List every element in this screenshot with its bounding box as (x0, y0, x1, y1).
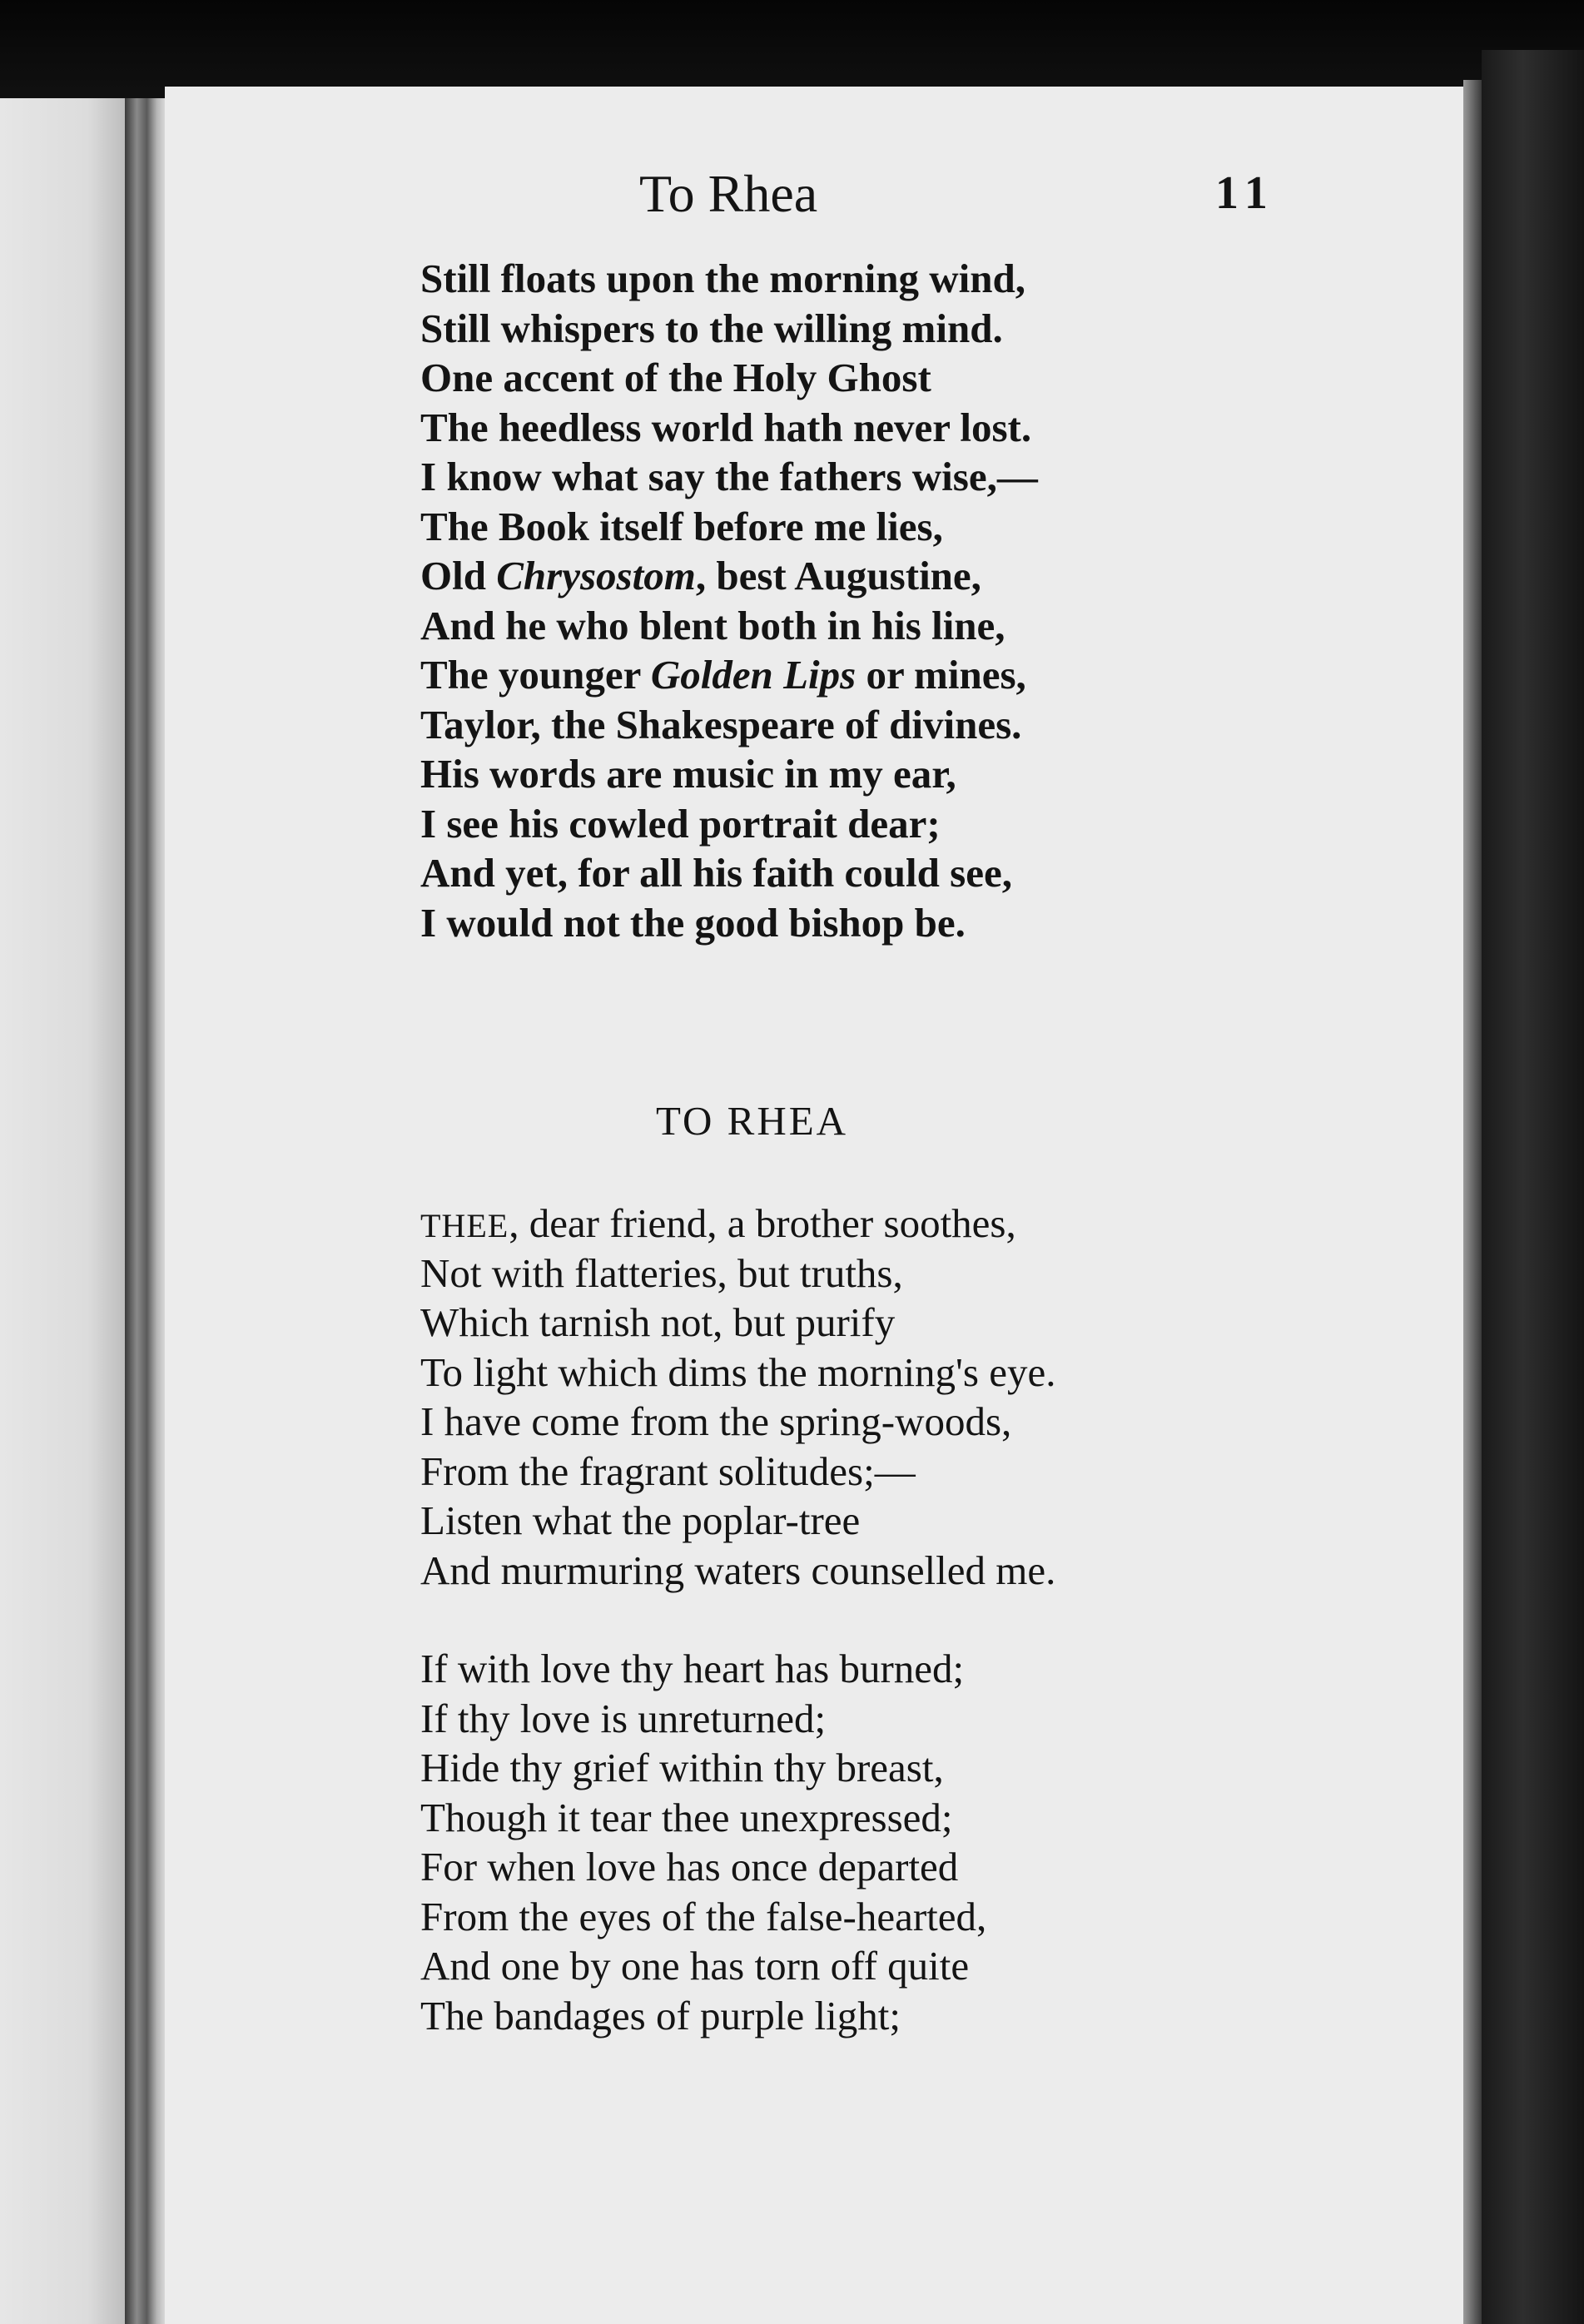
scan-right-border (1482, 50, 1584, 2324)
verse-line: From the fragrant solitudes;— (420, 1448, 916, 1494)
verse-line: The heedless world hath never lost. (420, 404, 1032, 450)
verse-line: I have come from the spring-woods, (420, 1398, 1012, 1444)
verse-line (420, 1199, 1055, 1249)
verse-line: Not with flatteries, but truths, (420, 1249, 903, 1296)
verse-line: I would not the good bishop be. (420, 899, 966, 946)
verse-text: , best Augustine, (695, 553, 981, 598)
running-title: To Rhea (639, 164, 818, 223)
page-number: 11 (1215, 167, 1276, 219)
verse-line: Still floats upon the morning wind, (420, 256, 1025, 301)
scan-top-border (0, 0, 1584, 100)
verse-line: And murmuring waters counselled me. (420, 1547, 1056, 1593)
poem-stanza-2 (420, 1644, 986, 2040)
verse-line: Though it tear thee unexpressed; (420, 1794, 953, 1840)
italic-name: Golden Lips (650, 652, 857, 698)
verse-line: Which tarnish not, but purify (420, 1299, 896, 1345)
facing-page-edge (0, 98, 125, 2324)
verse-line: Listen what the poplar-tree (420, 1497, 861, 1543)
verse-line: To light which dims the morning's eye. (420, 1348, 1056, 1395)
verse-line: And he who blent both in his line, (420, 602, 1006, 648)
poem-heading: TO RHEA (656, 1098, 849, 1144)
verse-text: Old (420, 553, 497, 598)
verse-line: Hide thy grief within thy breast, (420, 1745, 944, 1790)
poem-continuation-stanza (420, 254, 1038, 947)
poem-stanza-1 (420, 1199, 1055, 1595)
verse-line: I see his cowled portrait dear; (420, 800, 941, 847)
verse-line: Still whispers to the willing mind. (420, 305, 1003, 351)
verse-line: And yet, for all his faith could see, (420, 850, 1012, 896)
verse-line: If thy love is unreturned; (420, 1695, 827, 1741)
verse-text: , dear friend, a brother soothes, (509, 1200, 1016, 1246)
verse-line: For when love has once departed (420, 1844, 959, 1889)
verse-line: From the eyes of the false-hearted, (420, 1893, 987, 1939)
verse-line: The bandages of purple light; (420, 1992, 901, 2038)
page-right-edge (1463, 80, 1482, 2324)
verse-line: The Book itself before me lies, (420, 503, 943, 549)
verse-text: The younger (420, 652, 651, 698)
verse-line (420, 650, 1038, 700)
verse-line: I know what say the fathers wise,— (420, 454, 1038, 499)
verse-line: His words are music in my ear, (420, 751, 956, 797)
verse-line: One accent of the Holy Ghost (420, 355, 931, 400)
small-caps-opening-word: THEE (420, 1207, 509, 1244)
book-gutter (125, 98, 165, 2324)
verse-line: And one by one has torn off quite (420, 1943, 970, 1989)
verse-line: If with love thy heart has burned; (420, 1646, 965, 1691)
verse-text: or mines, (856, 652, 1026, 698)
italic-name: Chrysostom (496, 553, 696, 598)
verse-line (420, 551, 1038, 601)
verse-line: Taylor, the Shakespeare of divines. (420, 701, 1022, 747)
